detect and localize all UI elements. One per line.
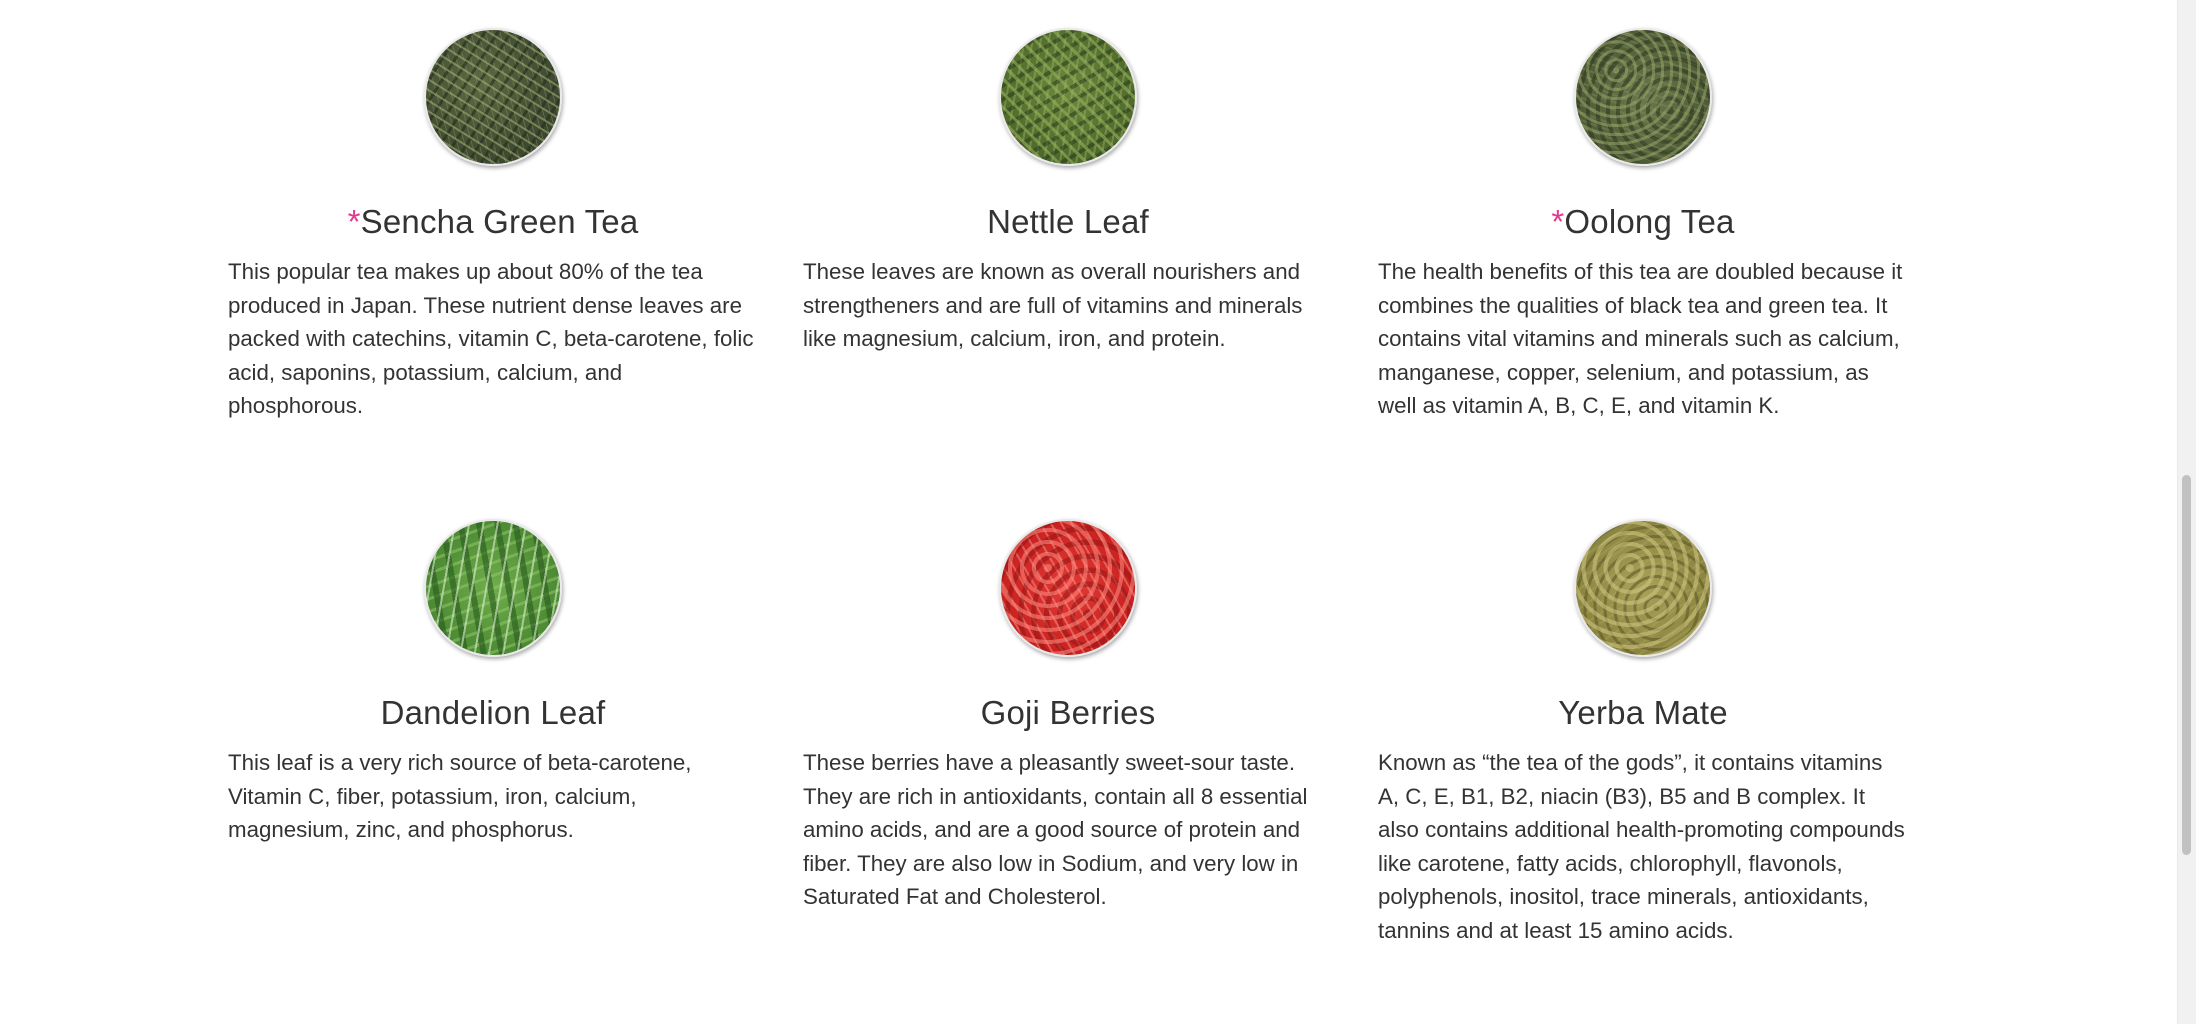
oolong-tea-image <box>1574 28 1712 166</box>
tea-card-dandelion <box>228 491 758 982</box>
tea-description: This leaf is a very rich source of beta-carotene, Vitamin C, fiber, potassium, iron, calcium, magnesium, zinc, and phosphorus. <box>228 750 692 843</box>
tea-card-yerba <box>1378 491 1908 982</box>
tea-card-title <box>228 693 758 733</box>
tea-name: Oolong Tea <box>1564 203 1735 240</box>
tea-description: These leaves are known as overall nourishers and strengtheners and are full of vitamins and minerals like magnesium, calcium, iron, and protein. <box>803 259 1303 352</box>
tea-card-oolong <box>1378 0 1908 491</box>
nettle-leaf-image <box>999 28 1137 166</box>
asterisk-mark: * <box>347 203 361 240</box>
tea-description: This popular tea makes up about 80% of the tea produced in Japan. These nutrient dense leaves are packed with catechins, vitamin C, beta-carotene, folic acid, saponins, potassium, calcium, and phosphorous. <box>228 259 754 419</box>
tea-description: These berries have a pleasantly sweet-sour taste. They are rich in antioxidants, contain all 8 essential amino acids, and are a good source of protein and fiber. They are also low in Sodium, and very low in Saturated Fat and Cholesterol. <box>803 750 1308 910</box>
tea-card-nettle <box>803 0 1333 491</box>
tea-description: The health benefits of this tea are doubled because it combines the qualities of black tea and green tea. It contains vital vitamins and minerals such as calcium, manganese, copper, selenium, and potassium, as well as vitamin A, B, C, E, and vitamin K. <box>1378 259 1903 419</box>
tea-card-title <box>228 202 758 242</box>
asterisk-mark: * <box>1551 203 1565 240</box>
tea-description: Known as “the tea of the gods”, it contains vitamins A, C, E, B1, B2, niacin (B3), B5 and B complex. It also contains additional health-promoting compounds like carotene, fatty acids, chlorophyll, flavonols, polyphenols, inositol, trace minerals, antioxidants, tannins and at least 15 amino acids. <box>1378 750 1905 943</box>
goji-berries-image <box>999 519 1137 657</box>
dandelion-leaf-image <box>424 519 562 657</box>
scrollbar-thumb[interactable] <box>2182 475 2191 855</box>
tea-card-sencha <box>228 0 758 491</box>
tea-name: Yerba Mate <box>1558 694 1728 731</box>
tea-card-title <box>1378 202 1908 242</box>
tea-name: Dandelion Leaf <box>380 694 606 731</box>
tea-card-title <box>1378 693 1908 733</box>
tea-name: Sencha Green Tea <box>360 203 639 240</box>
tea-card-goji <box>803 491 1333 982</box>
tea-ingredients-grid <box>228 0 1948 982</box>
vertical-scrollbar[interactable] <box>2177 0 2196 1024</box>
tea-card-title <box>803 693 1333 733</box>
tea-card-title <box>803 202 1333 242</box>
sencha-green-tea-image <box>424 28 562 166</box>
tea-name: Goji Berries <box>980 694 1156 731</box>
tea-name: Nettle Leaf <box>987 203 1149 240</box>
yerba-mate-image <box>1574 519 1712 657</box>
